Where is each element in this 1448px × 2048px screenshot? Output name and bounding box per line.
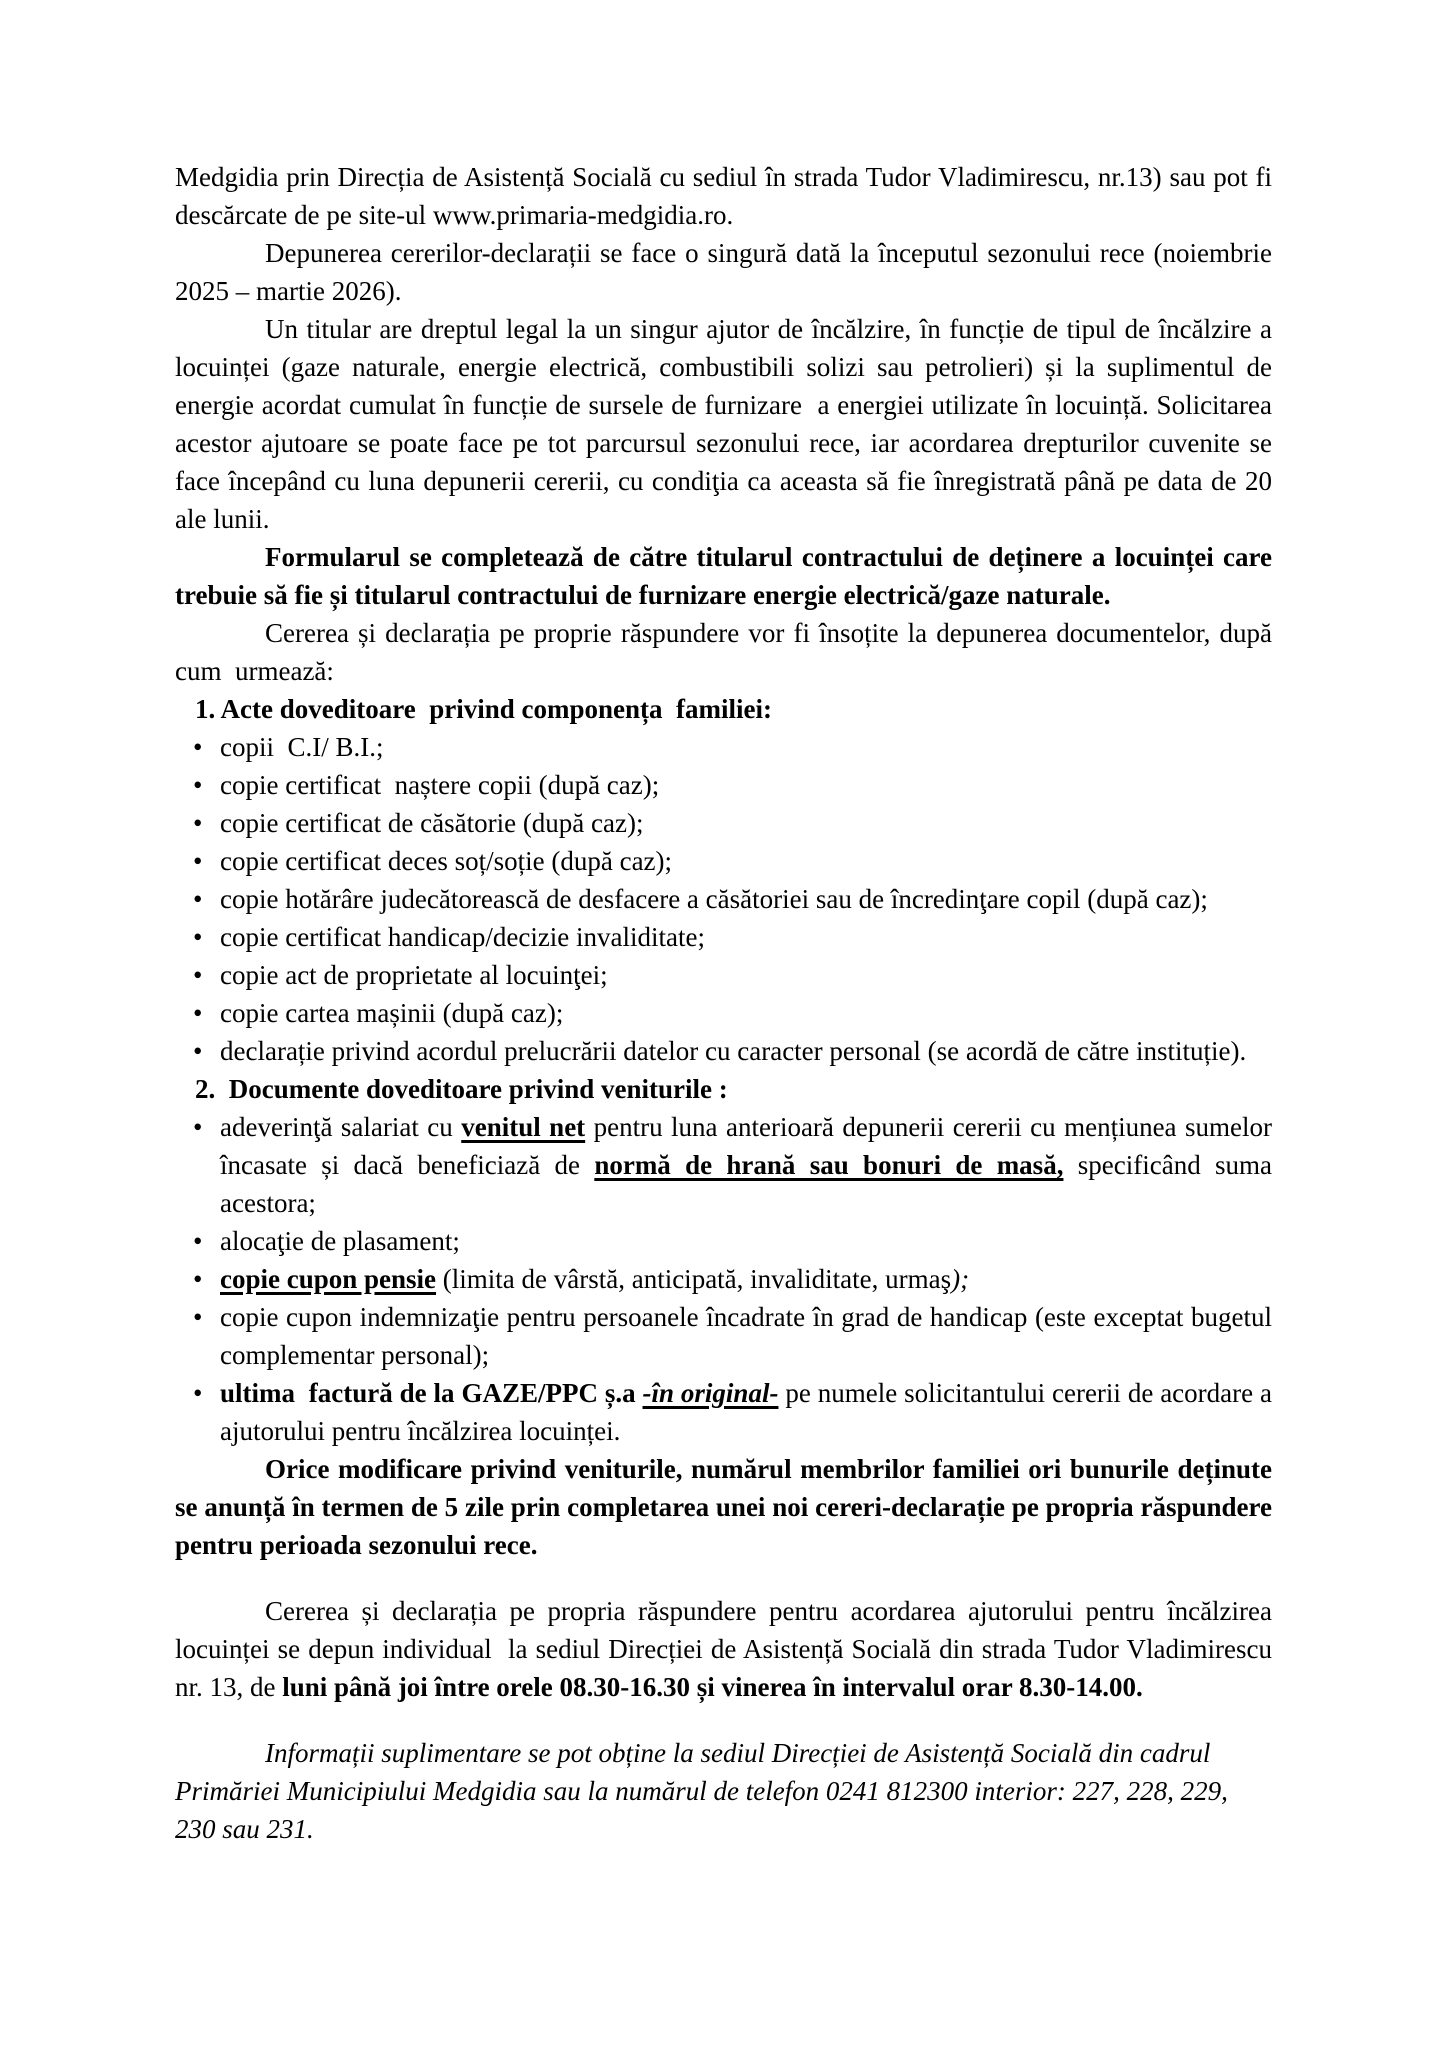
list-item bbox=[175, 956, 1272, 994]
text-segment: specificând suma acestora; bbox=[220, 1150, 1272, 1218]
list-item bbox=[175, 1108, 1272, 1222]
bullet-icon: • bbox=[193, 1264, 203, 1294]
list-item-text bbox=[220, 1112, 1272, 1218]
list-item-text bbox=[220, 884, 1208, 914]
list-item bbox=[175, 994, 1272, 1032]
section-heading bbox=[175, 690, 1272, 728]
bullet-icon: • bbox=[193, 846, 203, 876]
paragraph bbox=[175, 234, 1272, 310]
list-item bbox=[175, 918, 1272, 956]
text-segment: copie cartea mașinii (după caz); bbox=[220, 998, 564, 1028]
list-item bbox=[175, 728, 1272, 766]
list-item-text bbox=[220, 1378, 1272, 1446]
list-item-text bbox=[220, 960, 608, 990]
text-segment: 1. Acte doveditoare privind componența familiei: bbox=[195, 694, 772, 724]
text-segment: Formularul se completează de către titularul contractului de deținere a locuinței care trebuie să fie și titularul contractului de furnizare energie electrică/gaze naturale. bbox=[175, 542, 1272, 610]
text-segment: (limita de vârstă, anticipată, invaliditate, urmaş bbox=[436, 1264, 952, 1294]
bullet-icon: • bbox=[193, 808, 203, 838]
text-segment: copie cupon indemnizaţie pentru persoanele încadrate în grad de handicap (este exceptat bugetul complementar personal); bbox=[220, 1302, 1272, 1370]
text-segment: declarație privind acordul prelucrării datelor cu caracter personal (se acordă de către instituție). bbox=[220, 1036, 1247, 1066]
bullet-icon: • bbox=[193, 1302, 203, 1332]
list-item bbox=[175, 1260, 1272, 1298]
list-item bbox=[175, 1298, 1272, 1374]
text-segment: Medgidia prin Direcția de Asistență Socială cu sediul în strada Tudor Vladimirescu, nr.13) sau pot fi descărcate de pe site-ul www.primaria-medgidia.ro. bbox=[175, 162, 1272, 230]
bullet-icon: • bbox=[193, 732, 203, 762]
text-segment: pe numele solicitantului cererii de acordare a ajutorului pentru încălzirea locuinței. bbox=[220, 1378, 1273, 1446]
text-segment: adeverinţă salariat cu bbox=[220, 1112, 462, 1142]
text-segment: pentru luna anterioară depunerii cererii cu mențiunea sumelor încasate și dacă beneficiază de bbox=[220, 1112, 1272, 1180]
list-item-text bbox=[220, 1036, 1246, 1066]
text-segment: -în original- bbox=[642, 1378, 779, 1408]
list-item bbox=[175, 880, 1272, 918]
text-segment: Depunerea cererilor-declarații se face o singură dată la începutul sezonului rece (noiembrie 2025 – martie 2026). bbox=[175, 238, 1272, 306]
list-item-text bbox=[220, 808, 643, 838]
text-segment: copie certificat de căsătorie (după caz); bbox=[220, 808, 644, 838]
paragraph bbox=[175, 158, 1272, 234]
bullet-icon: • bbox=[193, 960, 203, 990]
list-item bbox=[175, 1374, 1272, 1450]
list-item bbox=[175, 766, 1272, 804]
text-segment: copie certificat deces soț/soție (după caz); bbox=[220, 846, 673, 876]
list-item-text bbox=[220, 1302, 1272, 1370]
list-item bbox=[175, 1222, 1272, 1260]
list-item-text bbox=[220, 1226, 460, 1256]
list-item bbox=[175, 1032, 1272, 1070]
text-segment: alocaţie de plasament; bbox=[220, 1226, 460, 1256]
text-segment: copie hotărâre judecătorească de desfacere a căsătoriei sau de încredinţare copil (după caz); bbox=[220, 884, 1208, 914]
bullet-icon: • bbox=[193, 1226, 203, 1256]
bullet-icon: • bbox=[193, 998, 203, 1028]
bullet-icon: • bbox=[193, 770, 203, 800]
bullet-icon: • bbox=[193, 1036, 203, 1066]
paragraph bbox=[175, 538, 1272, 614]
text-segment: Informații suplimentare se pot obține la sediul Direcției de Asistență Socială din cadrul Primăriei Municipiului Medgidia sau la numărul de telefon 0241 812300 interior: 227, 228, 229, 230 sau 231. bbox=[175, 1738, 1228, 1844]
text-segment: copii C.I/ B.I.; bbox=[220, 732, 384, 762]
list-item-text bbox=[220, 770, 659, 800]
list-item bbox=[175, 804, 1272, 842]
text-segment: 2. Documente doveditoare privind veniturile : bbox=[195, 1074, 728, 1104]
document-body bbox=[175, 158, 1272, 1848]
text-segment: ultima factură de la GAZE/PPC ș.a bbox=[220, 1378, 643, 1408]
text-segment: copie certificat handicap/decizie invaliditate; bbox=[220, 922, 705, 952]
paragraph bbox=[175, 1450, 1272, 1564]
bullet-icon: • bbox=[193, 884, 203, 914]
text-segment: Un titular are dreptul legal la un singur ajutor de încălzire, în funcție de tipul de încălzire a locuinței (gaze naturale, energie electrică, combustibili solizi sau petrolieri) și la suplimentul de energie acordat cumulat în funcție de sursele de furnizare a energiei utilizate în locuință. Solicitarea acestor ajutoare se poate face pe tot parcursul sezonului rece, iar acordarea drepturilor cuvenite se face începând cu luna depunerii cererii, cu condiţia ca aceasta să fie înregistrată până pe data de 20 ale lunii. bbox=[175, 314, 1272, 534]
section-heading bbox=[175, 1070, 1272, 1108]
list-item-text bbox=[220, 1264, 969, 1294]
bullet-icon: • bbox=[193, 922, 203, 952]
text-segment: Cererea și declarația pe propria răspundere pentru acordarea ajutorului pentru încălzirea locuinței se depun individual la sediul Direcției de Asistență Socială din strada Tudor Vladimirescu nr. 13, de bbox=[175, 1596, 1272, 1702]
text-segment: copie cupon pensie bbox=[220, 1264, 437, 1294]
text-segment: normă de hrană sau bonuri de masă, bbox=[594, 1150, 1064, 1180]
text-segment: Cererea și declarația pe proprie răspundere vor fi însoțite la depunerea documentelor, după cum urmează: bbox=[175, 618, 1272, 686]
text-segment: luni până joi între orele 08.30-16.30 și vinerea în intervalul orar 8.30-14.00. bbox=[282, 1672, 1143, 1702]
list-item bbox=[175, 842, 1272, 880]
paragraph bbox=[175, 1734, 1272, 1848]
paragraph bbox=[175, 1592, 1272, 1706]
list-item-text bbox=[220, 732, 384, 762]
list-item-text bbox=[220, 998, 563, 1028]
text-segment: copie act de proprietate al locuinţei; bbox=[220, 960, 608, 990]
text-segment: copie certificat naștere copii (după caz); bbox=[220, 770, 660, 800]
list-item-text bbox=[220, 922, 705, 952]
bullet-icon: • bbox=[193, 1378, 203, 1408]
paragraph bbox=[175, 310, 1272, 538]
text-segment: venitul net bbox=[461, 1112, 586, 1142]
bullet-icon: • bbox=[193, 1112, 203, 1142]
list-item-text bbox=[220, 846, 672, 876]
text-segment: ); bbox=[951, 1264, 970, 1294]
paragraph bbox=[175, 614, 1272, 690]
text-segment: Orice modificare privind veniturile, numărul membrilor familiei ori bunurile deținute se anunță în termen de 5 zile prin completarea unei noi cereri-declarație pe propria răspundere pentru perioada sezonului rece. bbox=[175, 1454, 1272, 1560]
